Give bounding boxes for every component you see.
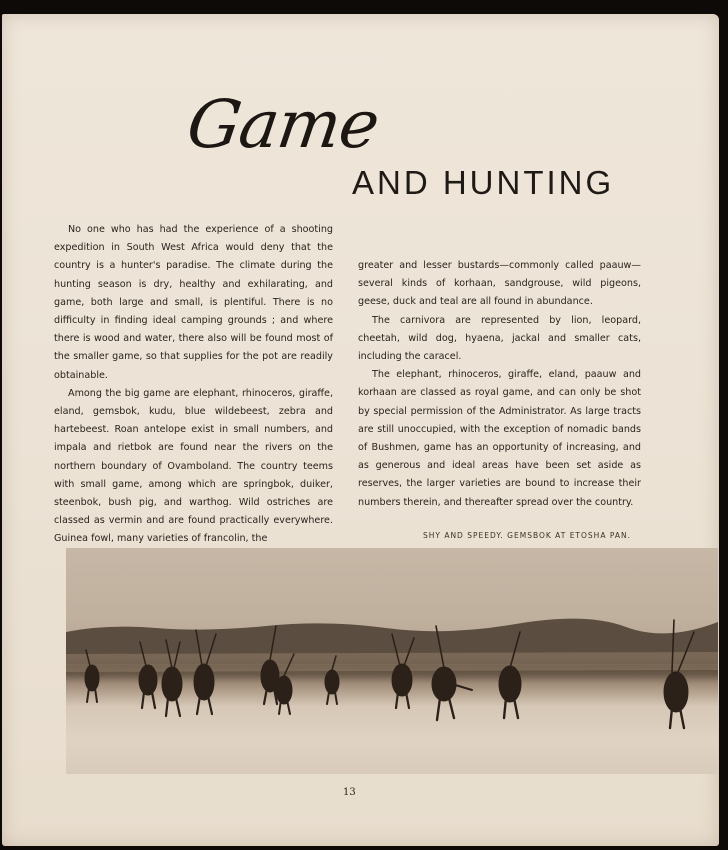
page-number: 13 [343,787,356,798]
heading-script: Game [182,86,384,163]
right-column [358,257,641,512]
gemsbok-herd-illustration [66,548,718,774]
gemsbok-photo [66,548,718,774]
right-paragraph-2: The carnivora are represented by lion, leopard, cheetah, wild dog, hyaena, jackal and smaller cats, including the caracel. [358,314,641,363]
left-paragraph-2: Among the big game are elephant, rhinoceros, giraffe, eland, gemsbok, kudu, blue wildebeest, zebra and hartebeest. Roan antelope exist in small numbers, and impala and rietbok are found near the rivers on the northern boundary of Ovamboland. The country teems with small game, among which are springbok, duiker, steenbok, bush pig, and warthog. Wild ostriches are classed as vermin and are found practically everywhere. Guinea fowl, many varieties of francolin, the [54,387,333,545]
left-column [54,221,333,549]
right-paragraph-3: The elephant, rhinoceros, giraffe, eland, paauw and korhaan are classed as royal game, and can only be shot by special permission of the Administrator. As large tracts are still unoccupied, with the exception of nomadic bands of Bushmen, game has an opportunity of increasing, and as generous and ideal areas have been set aside as reserves, the larger varieties are bound to increase their numbers therein, and thereafter spread over the country. [358,369,641,508]
left-paragraph-1: No one who has had the experience of a shooting expedition in South West Africa would deny that the country is a hunter's paradise. The climate during the hunting season is dry, healthy and exhilarating, and game, both large and small, is plentiful. There is no difficulty in finding ideal camping grounds ; and where there is wood and water, there also will be found most of the smaller game, so that supplies for the pot are readily obtainable. [54,224,333,381]
photo-caption: SHY AND SPEEDY. GEMSBOK AT ETOSHA PAN. [422,531,631,540]
book-page [2,14,719,846]
heading-caps: AND HUNTING [352,164,615,201]
right-paragraph-1: greater and lesser bustards—commonly called paauw— several kinds of korhaan, sandgrouse, wild pigeons, geese, duck and teal are all found in abundance. [358,260,641,308]
